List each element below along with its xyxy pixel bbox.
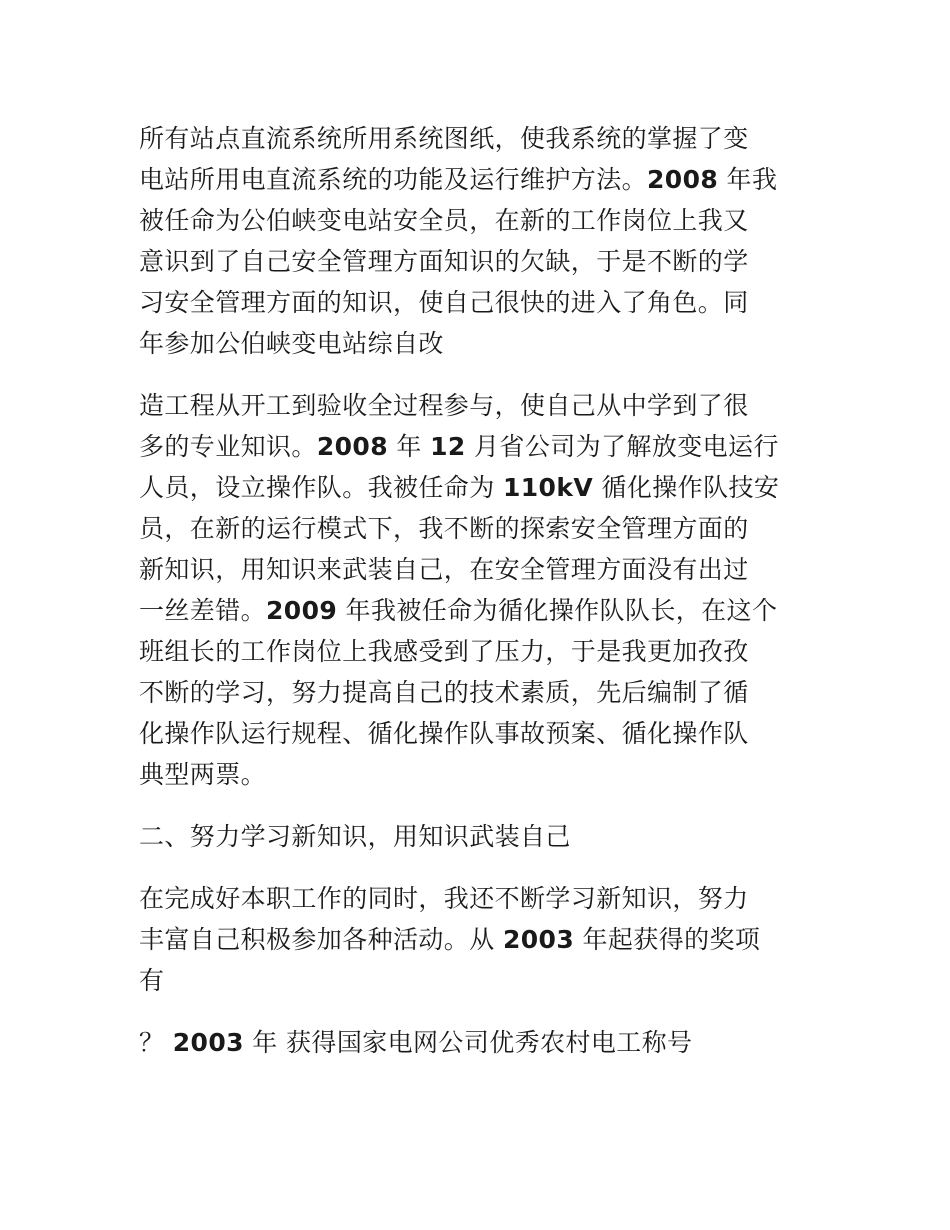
paragraph bbox=[139, 1022, 819, 1063]
text-line bbox=[139, 323, 819, 364]
bold-number: 2003 bbox=[172, 1028, 244, 1057]
text-line bbox=[139, 919, 819, 960]
text-line bbox=[139, 118, 819, 159]
text-run: 习安全管理方面的知识，使自己很快的进入了角色。同 bbox=[139, 288, 749, 317]
text-run: 化操作队运行规程、循化操作队事故预案、循化操作队 bbox=[139, 719, 749, 748]
text-run: 有 bbox=[139, 966, 165, 995]
text-run: 年我 bbox=[718, 165, 778, 194]
text-run: 丰富自己积极参加各种活动。从 bbox=[139, 925, 503, 954]
text-run: 月省公司为了解放变电运行 bbox=[465, 432, 779, 461]
text-line bbox=[139, 754, 819, 795]
text-run: 员，在新的运行模式下，我不断的探索安全管理方面的 bbox=[139, 514, 749, 543]
text-run: 一丝差错。 bbox=[139, 596, 267, 625]
text-line bbox=[139, 508, 819, 549]
text-run: ？ bbox=[139, 1028, 173, 1057]
text-line bbox=[139, 467, 819, 508]
text-run: 年起获得的奖项 bbox=[574, 925, 761, 954]
text-line bbox=[139, 960, 819, 1001]
paragraph bbox=[139, 118, 819, 364]
text-run: 所有站点直流系统所用系统图纸，使我系统的掌握了变 bbox=[139, 124, 749, 153]
text-run: 典型两票。 bbox=[139, 760, 267, 789]
text-line bbox=[139, 878, 819, 919]
text-line bbox=[139, 1022, 819, 1063]
text-run: 造工程从开工到验收全过程参与，使自己从中学到了很 bbox=[139, 391, 749, 420]
text-run: 多的专业知识。 bbox=[139, 432, 317, 461]
bold-number: 2003 bbox=[502, 925, 575, 954]
text-run: 年我被任命为循化操作队队长，在这个 bbox=[337, 596, 778, 625]
text-run: 人员，设立操作队。我被任命为 bbox=[139, 473, 503, 502]
text-run: 电站所用电直流系统的功能及运行维护方法。 bbox=[139, 165, 648, 194]
text-line bbox=[139, 200, 819, 241]
text-run: 年参加公伯峡变电站综自改 bbox=[139, 329, 444, 358]
text-line bbox=[139, 241, 819, 282]
text-run: 年 bbox=[388, 432, 431, 461]
text-run: 被任命为公伯峡变电站安全员，在新的工作岗位上我又 bbox=[139, 206, 749, 235]
bold-number: 2008 bbox=[316, 432, 388, 461]
text-run: 意识到了自己安全管理方面知识的欠缺，于是不断的学 bbox=[139, 247, 749, 276]
paragraph bbox=[139, 385, 819, 795]
paragraph bbox=[139, 816, 819, 857]
bold-number: 2008 bbox=[647, 165, 719, 194]
bold-number: 2009 bbox=[266, 596, 338, 625]
text-run: 在完成好本职工作的同时，我还不断学习新知识，努力 bbox=[139, 884, 749, 913]
text-line bbox=[139, 549, 819, 590]
text-line bbox=[139, 385, 819, 426]
text-line bbox=[139, 631, 819, 672]
paragraph bbox=[139, 878, 819, 1001]
text-line bbox=[139, 590, 819, 631]
text-run: 年 获得国家电网公司优秀农村电工称号 bbox=[243, 1028, 693, 1057]
text-line bbox=[139, 816, 819, 857]
bold-number: 12 bbox=[430, 432, 466, 461]
text-run: 循化操作队技安 bbox=[593, 473, 780, 502]
text-line bbox=[139, 282, 819, 323]
text-run: 二、努力学习新知识，用知识武装自己 bbox=[139, 822, 571, 851]
bold-number: 110kV bbox=[502, 473, 594, 502]
document-body bbox=[139, 118, 819, 1084]
text-run: 不断的学习，努力提高自己的技术素质，先后编制了循 bbox=[139, 678, 749, 707]
text-line bbox=[139, 672, 819, 713]
text-run: 班组长的工作岗位上我感受到了压力，于是我更加孜孜 bbox=[139, 637, 749, 666]
text-line bbox=[139, 159, 819, 200]
text-run: 新知识，用知识来武装自己，在安全管理方面没有出过 bbox=[139, 555, 749, 584]
text-line bbox=[139, 426, 819, 467]
text-line bbox=[139, 713, 819, 754]
